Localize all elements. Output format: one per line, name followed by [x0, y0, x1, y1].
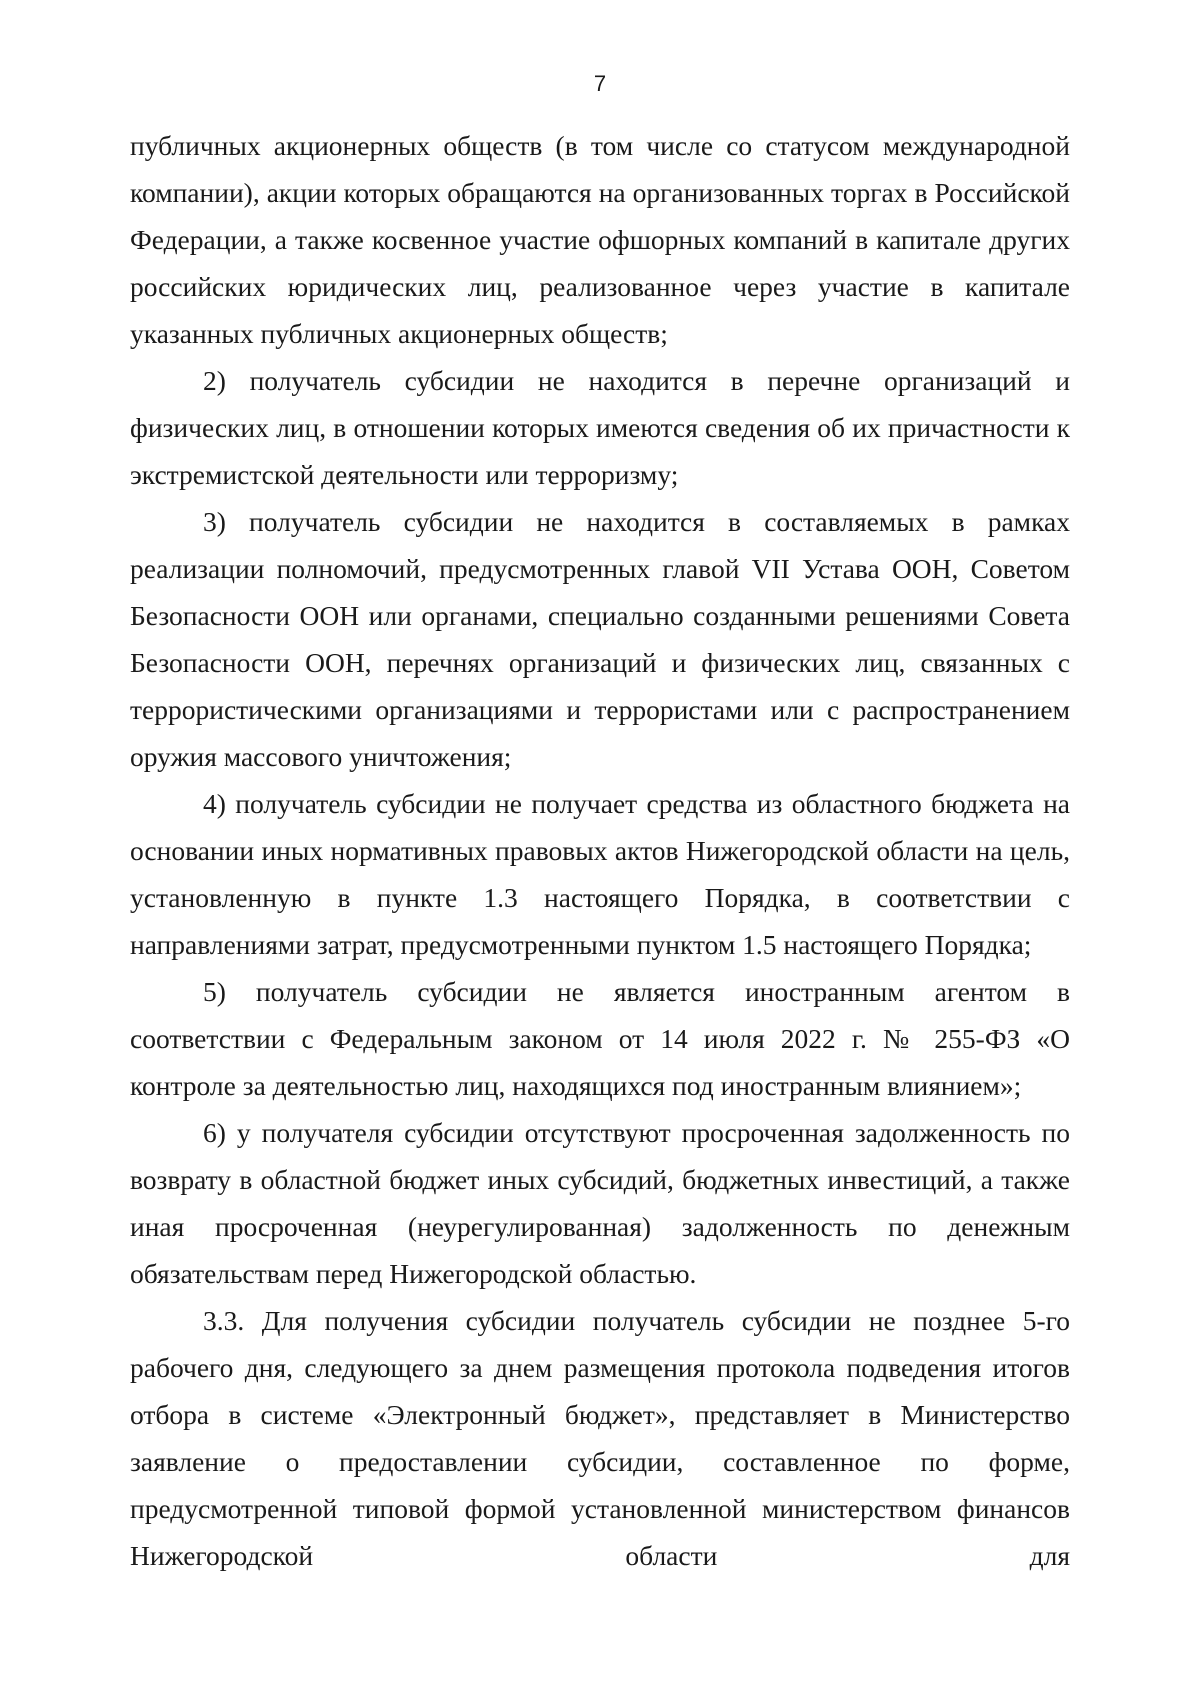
paragraph-continuation: публичных акционерных обществ (в том числе со статусом международной компании), акции которых обращаются на организованных торгах в Российской Федерации, а также косвенное участие офшорных компаний в капитале других российских юридических лиц, реализованное через участие в капитале указанных публичных акционерных обществ; — [130, 130, 1070, 349]
paragraph-item-5: 5) получатель субсидии не является иностранным агентом в соответствии с Федеральным законом от 14 июля 2022 г. № 255-ФЗ «О контроле за деятельностью лиц, находящихся под иностранным влиянием»; — [130, 976, 1070, 1101]
paragraph-item-4: 4) получатель субсидии не получает средства из областного бюджета на основании иных нормативных правовых актов Нижегородской области на цель, установленную в пункте 1.3 настоящего Порядка, в соответствии с направлениями затрат, предусмотренными пунктом 1.5 настоящего Порядка; — [130, 788, 1070, 960]
paragraph-item-3: 3) получатель субсидии не находится в составляемых в рамках реализации полномочий, предусмотренных главой VII Устава ООН, Советом Безопасности ООН или органами, специально созданными решениями Совета Безопасности ООН, перечнях организаций и физических лиц, связанных с террористическими организациями и террористами или с распространением оружия массового уничтожения; — [130, 506, 1070, 772]
paragraph-item-2: 2) получатель субсидии не находится в перечне организаций и физических лиц, в отношении которых имеются сведения об их причастности к экстремистской деятельности или терроризму; — [130, 365, 1070, 490]
paragraph-item-6: 6) у получателя субсидии отсутствуют просроченная задолженность по возврату в областной бюджет иных субсидий, бюджетных инвестиций, а также иная просроченная (неурегулированная) задолженность по денежным обязательствам перед Нижегородской областью. — [130, 1117, 1070, 1289]
document-body — [130, 122, 1070, 1579]
paragraph-clause-3-3: 3.3. Для получения субсидии получатель субсидии не позднее 5-го рабочего дня, следующего за днем размещения протокола подведения итогов отбора в системе «Электронный бюджет», представляет в Министерство заявление о предоставлении субсидии, составленное по форме, предусмотренной типовой формой установленной министерством финансов Нижегородской области для — [130, 1305, 1070, 1571]
page-number: 7 — [593, 71, 607, 96]
